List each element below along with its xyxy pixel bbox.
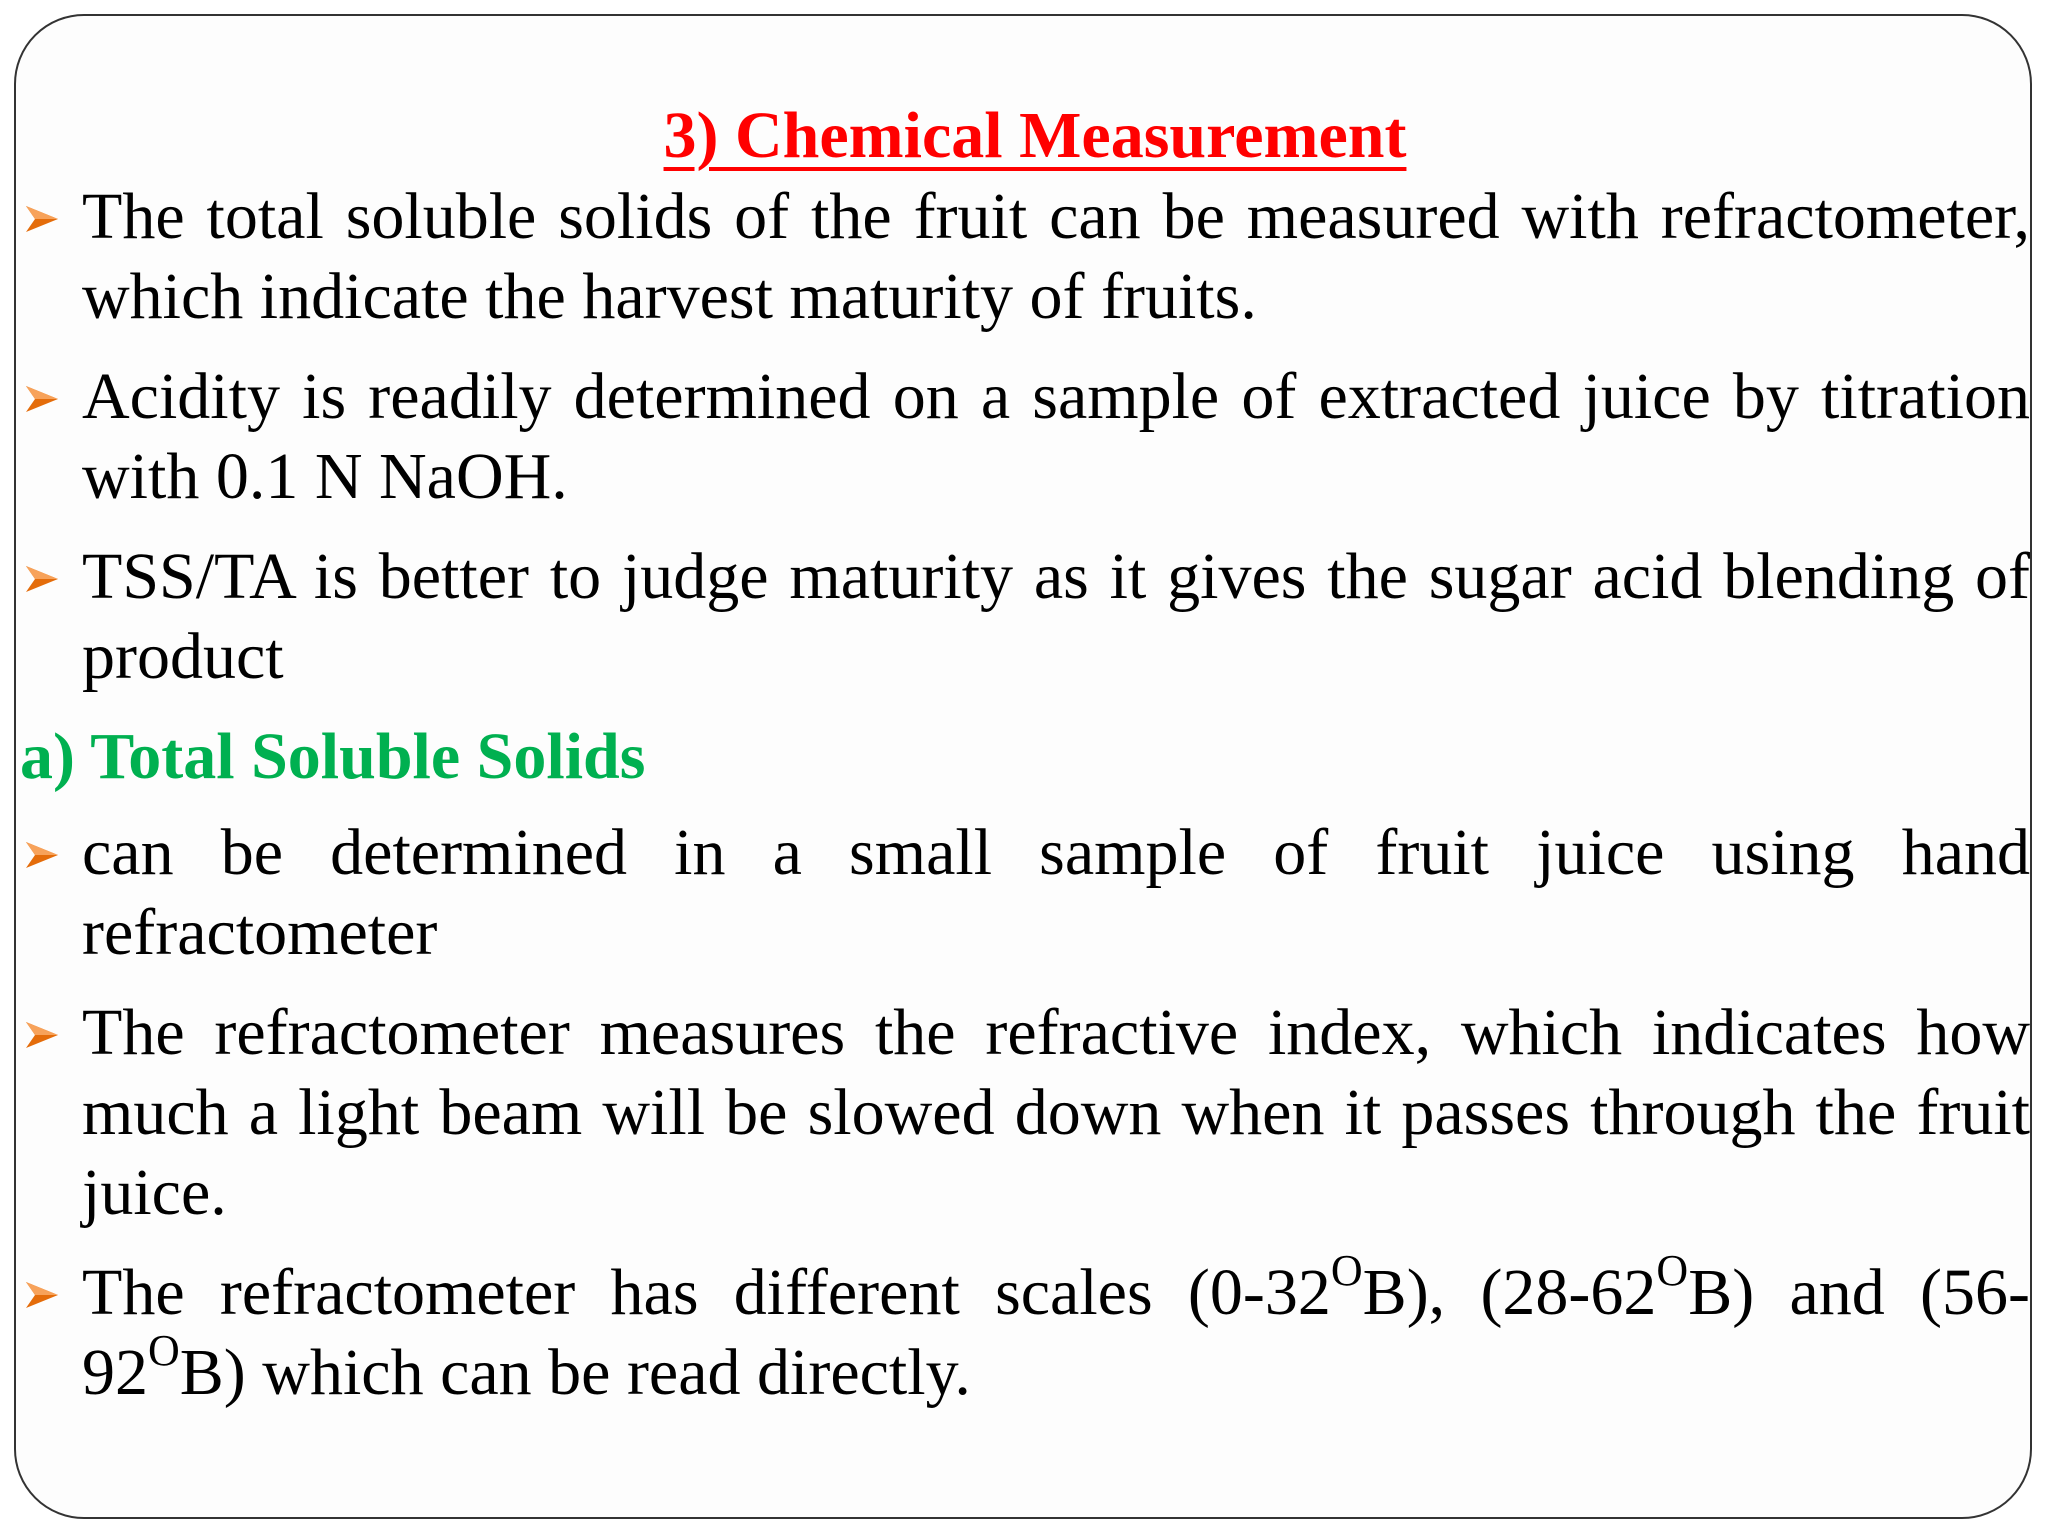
- chevron-arrow-icon: [24, 203, 62, 235]
- bullet-text: can be determined in a small sample of fruit juice using hand refractometer: [82, 816, 2030, 969]
- bullet-text-part: B) which can be read directly.: [179, 1336, 971, 1409]
- bullet-text: Acidity is readily determined on a sample of extracted juice by titration with 0.1 N NaOH.: [82, 360, 2030, 513]
- bullet-item: [20, 993, 2030, 1233]
- bullet-text-part: B), (28-62: [1362, 1256, 1657, 1329]
- chevron-arrow-icon: [24, 1019, 62, 1051]
- bullet-item: [20, 537, 2030, 697]
- bullet-text-part: B) and (56-92: [82, 1256, 2030, 1409]
- slide-title: 3) Chemical Measurement: [663, 99, 1407, 172]
- bullet-item: [20, 177, 2030, 337]
- bullet-text: The total soluble solids of the fruit can be measured with refractometer, which indicate the harvest maturity of fruits.: [82, 180, 2030, 333]
- bullet-text-part: The refractometer has different scales (0-32: [82, 1256, 1331, 1329]
- slide-content: [20, 95, 2030, 1433]
- chevron-arrow-icon: [24, 1279, 62, 1311]
- chevron-arrow-icon: [24, 839, 62, 871]
- bullet-text: The refractometer measures the refractive index, which indicates how much a light beam will be slowed down when it passes through the fruit juice.: [82, 996, 2030, 1229]
- degree-superscript: O: [148, 1326, 180, 1375]
- chevron-arrow-icon: [24, 383, 62, 415]
- bullet-text: TSS/TA is better to judge maturity as it gives the sugar acid blending of product: [82, 540, 2030, 693]
- bullet-item: [20, 813, 2030, 973]
- bullet-item: [20, 357, 2030, 517]
- bullet-item-scales: [20, 1246, 2030, 1413]
- section-subheading: a) Total Soluble Solids: [20, 720, 646, 793]
- degree-superscript: O: [1656, 1246, 1689, 1295]
- degree-superscript: O: [1330, 1246, 1363, 1295]
- chevron-arrow-icon: [24, 563, 62, 595]
